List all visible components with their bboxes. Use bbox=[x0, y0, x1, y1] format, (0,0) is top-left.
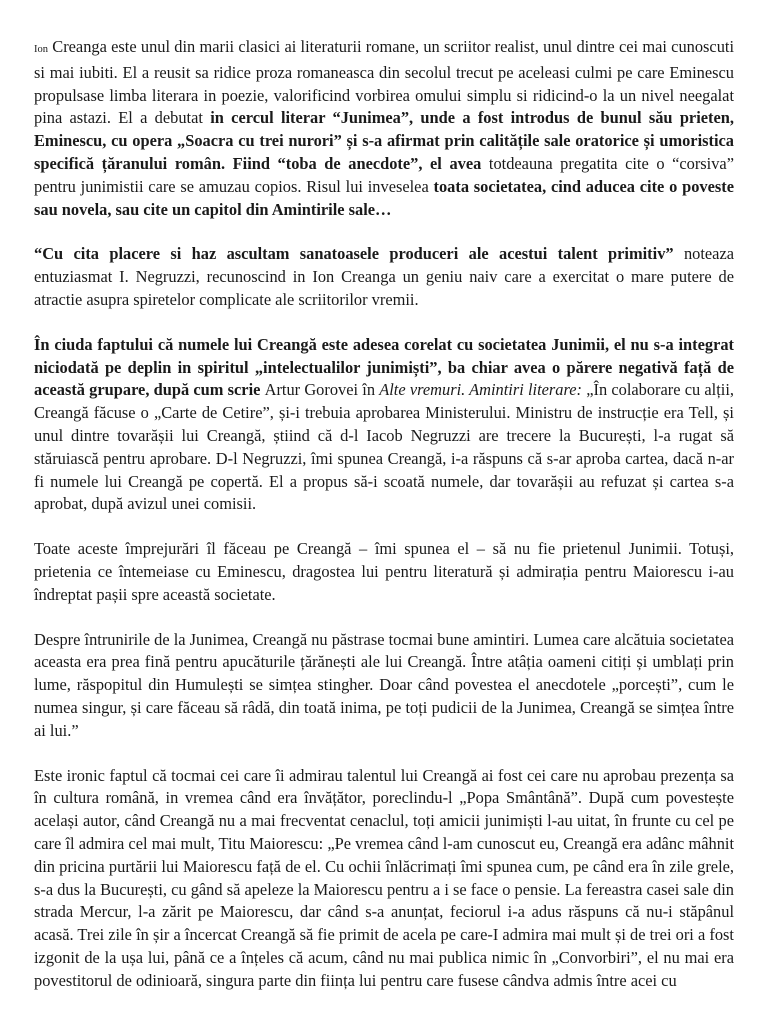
paragraph-3-segment: Alte vremuri. Amintiri literare: bbox=[379, 380, 587, 400]
paragraph-1-segment: totdeauna pregatita cite o “corsiva” pentru junimistii care se amuzau copios. Risul lui inveselea bbox=[34, 153, 734, 196]
paragraph-3-segment: În ciuda faptului că numele lui Creangă este adesea corelat cu societatea Junimii, el nu s-a integrat niciodată pe deplin in spiritul „intelectualilor junimiști”, ba chiar avea o părere negativă față de această grupare, după cum scrie bbox=[34, 334, 734, 400]
paragraph-1-segment: toata societatea, cind aducea cite o poveste sau novela, sau cite un capitol din Amintirile sale… bbox=[34, 176, 734, 219]
paragraph-2 bbox=[34, 243, 734, 311]
paragraph-5 bbox=[34, 629, 734, 743]
paragraph-5-segment: Despre întrunirile de la Junimea, Creangă nu păstrase tocmai bune amintiri. Lumea care alcătuia societatea aceasta era prea fină pentru apucăturile țărănești ale lui Creangă. Între atâția oameni citiți și umblați prin lume, răspopitul din Humulești se simțea stingher. Doar când povestea el anecdotele „porcești”, cum le numea singur, și care făceau să râdă, din toată inima, pe toți pudicii de la Junimea, Creangă se simțea între ai lui.” bbox=[34, 629, 734, 740]
paragraph-1-segment: Creanga este unul din marii clasici ai literaturii romane, un scriitor realist, unul dintre cei mai cunoscuti si mai iubiti. El a reusit sa ridice proza romaneasca din secolul trecut pe aceleasi culmi pe care Eminescu propulsase limba literara in poezie, valorificind vorbirea omului simplu si ridicind-o la un nivel neegalat pina astazi. El a debutat bbox=[34, 37, 734, 128]
paragraph-2-segment: “Cu cita placere si haz ascultam sanatoasele produceri ale acestui talent primitiv” bbox=[34, 244, 674, 264]
paragraph-6 bbox=[34, 765, 734, 993]
paragraph-6-segment: Este ironic faptul că tocmai cei care îi admirau talentul lui Creangă ai fost cei care nu aprobau prezența sa în cultura română, in vremea când era învățător, poreclindu-l „Popa Smântână”. După cum povestește același autor, când Creangă nu a mai frecventat cenaclul, toți amicii junimiști l-au uitat, în frunte cu cel pe care îl admira cel mai mult, Titu Maiorescu: „Pe vremea când l-am cunoscut eu, Creangă era adânc mâhnit din pricina purtării lui Maiorescu față de el. Cu ochii înlăcrimați îmi spunea cum, pe când era în zile grele, s-a dus la București, cu gând să apeleze la Maiorescu pentru a i se face o pensie. La fereastra casei sale din strada Mercur, l-a zărit pe Maiorescu, dar când s-a anunțat, feciorul i-a adus răspuns că nu-i stăpânul acasă. Trei zile în șir a încercat Creangă să fie primit de acela pe care-I admira mai mult și de trei ori a fost izgonit de la ușa lui, până ce a înțeles că acum, când nu mai publica nimic în „Convorbiri”, el nu mai era povestitorul de odinioară, singura parte din ființa lui pentru care fusese cândva admis între acei cu bbox=[34, 765, 734, 990]
paragraph-3-segment: „În colaborare cu alții, Creangă făcuse o „Carte de Cetire”, și-i trebuia aprobarea Ministerului. Ministru de instrucție era Tell, și unul dintre tovarășii lui Creangă, știind că d-l Iacob Negruzzi are trecere la București, l-a rugat să stăruiască pentru aprobare. D-l Negruzzi, îmi spunea Creangă, i-a răspuns că s-ar aproba cartea, dacă n-ar fi numele lui Creangă pe copertă. El a propus să-i scoată numele, dar tovarășii au refuzat și cartea s-a aprobat, după avizul unei comisii. bbox=[34, 380, 734, 514]
paragraph-1-segment: Ion bbox=[34, 44, 48, 55]
paragraph-1-segment: in cercul literar “Junimea”, unde a fost introdus de bunul său prieten, Eminescu, cu opera „Soacra cu trei nurori” și s-a afirmat prin calitățile sale oratorice și umoristica specifică țăranului român. Fiind “toba de anecdote”, el avea bbox=[34, 108, 734, 173]
paragraph-1 bbox=[34, 36, 734, 221]
paragraph-2-segment: noteaza entuziasmat I. Negruzzi, recunoscind in Ion Creanga un geniu naiv care a exercitat o mare putere de atractie asupra spiretelor complicate ale scriitorilor vremii. bbox=[34, 244, 734, 309]
paragraph-3-segment: Artur Gorovei în bbox=[264, 380, 380, 400]
paragraph-3 bbox=[34, 334, 734, 516]
paragraph-4 bbox=[34, 538, 734, 606]
paragraph-4-segment: Toate aceste împrejurări îl făceau pe Creangă – îmi spunea el – să nu fie prietenul Junimii. Totuși, prietenia ce întemeiase cu Eminescu, dragostea lui pentru literatură și admirația pentru Maiorescu i-au îndreptat pașii spre această societate. bbox=[34, 539, 734, 604]
